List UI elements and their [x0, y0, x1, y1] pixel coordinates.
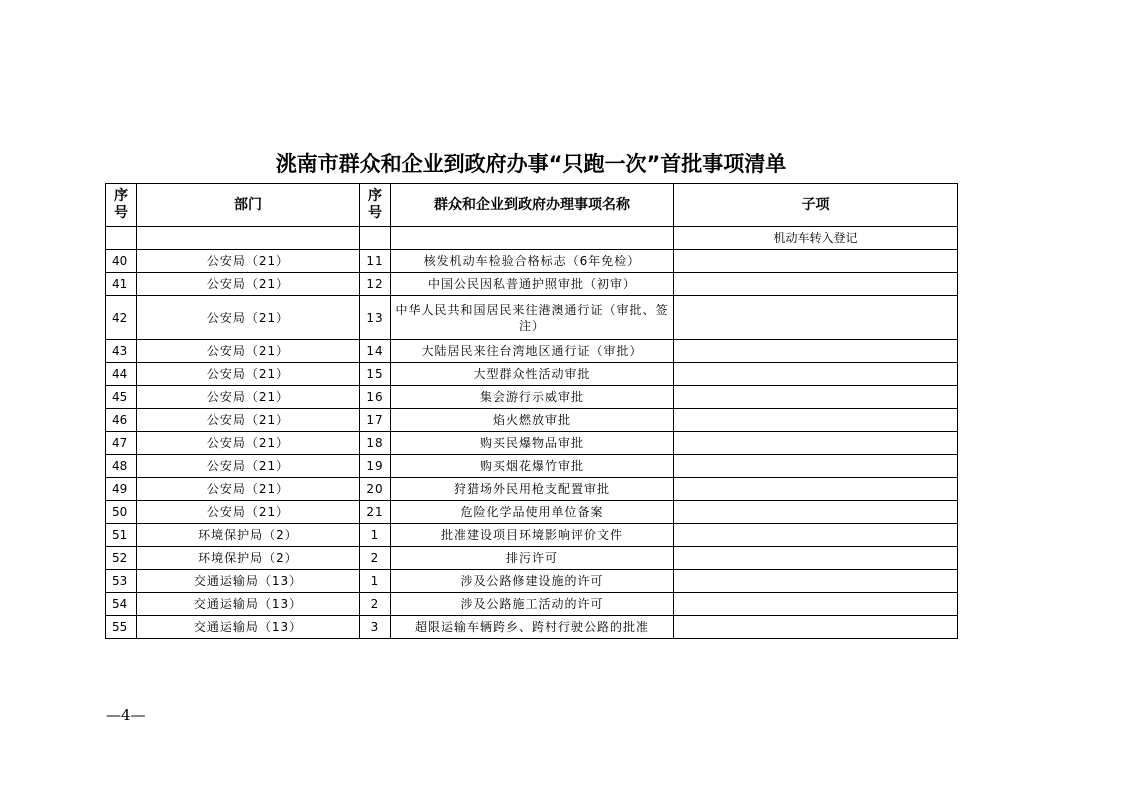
cell-department: 交通运输局（13）: [137, 616, 360, 639]
cell-seq: 43: [106, 340, 137, 363]
cell-sub-item: [674, 478, 958, 501]
table-row: [106, 296, 958, 340]
cell-sub-seq: [360, 227, 391, 250]
table-row: [106, 250, 958, 273]
table-body: [106, 227, 958, 639]
table-row: [106, 478, 958, 501]
cell-department: 公安局（21）: [137, 478, 360, 501]
header-sub-seq: [360, 184, 391, 227]
cell-sub-item: [674, 409, 958, 432]
cell-department: 环境保护局（2）: [137, 547, 360, 570]
cell-department: 交通运输局（13）: [137, 570, 360, 593]
cell-sub-item: [674, 340, 958, 363]
table-row: [106, 547, 958, 570]
cell-sub-item: [674, 570, 958, 593]
cell-department: 公安局（21）: [137, 432, 360, 455]
cell-department: 公安局（21）: [137, 273, 360, 296]
cell-sub-item: [674, 363, 958, 386]
cell-sub-seq: 17: [360, 409, 391, 432]
table-row: [106, 501, 958, 524]
cell-item-name: 超限运输车辆跨乡、跨村行驶公路的批准: [391, 616, 674, 639]
header-department: 部门: [137, 184, 360, 227]
cell-department: [137, 227, 360, 250]
cell-seq: 49: [106, 478, 137, 501]
cell-item-name: 批准建设项目环境影响评价文件: [391, 524, 674, 547]
cell-department: 交通运输局（13）: [137, 593, 360, 616]
page-number: —4—: [106, 706, 146, 724]
cell-seq: 40: [106, 250, 137, 273]
cell-sub-item: [674, 296, 958, 340]
cell-seq: 53: [106, 570, 137, 593]
cell-department: 环境保护局（2）: [137, 524, 360, 547]
header-seq-line1: 序: [114, 188, 128, 204]
cell-sub-item: [674, 250, 958, 273]
cell-item-name: 危险化学品使用单位备案: [391, 501, 674, 524]
cell-sub-item: [674, 593, 958, 616]
cell-sub-item: [674, 273, 958, 296]
cell-department: 公安局（21）: [137, 296, 360, 340]
cell-item-name: 排污许可: [391, 547, 674, 570]
header-seq-line2: 号: [114, 205, 128, 221]
cell-seq: [106, 227, 137, 250]
cell-item-name: 涉及公路修建设施的许可: [391, 570, 674, 593]
cell-item-name: 狩猎场外民用枪支配置审批: [391, 478, 674, 501]
header-seq: [106, 184, 137, 227]
cell-sub-item: [674, 501, 958, 524]
cell-department: 公安局（21）: [137, 340, 360, 363]
cell-sub-seq: 3: [360, 616, 391, 639]
table-row: [106, 455, 958, 478]
table-row: [106, 593, 958, 616]
cell-seq: 55: [106, 616, 137, 639]
table-row: [106, 386, 958, 409]
table-row: [106, 432, 958, 455]
cell-seq: 51: [106, 524, 137, 547]
cell-department: 公安局（21）: [137, 386, 360, 409]
cell-sub-item: 机动车转入登记: [674, 227, 958, 250]
cell-sub-seq: 1: [360, 570, 391, 593]
table-row: [106, 570, 958, 593]
cell-seq: 48: [106, 455, 137, 478]
table-row: [106, 616, 958, 639]
cell-sub-seq: 20: [360, 478, 391, 501]
cell-sub-item: [674, 547, 958, 570]
cell-item-name: 中华人民共和国居民来往港澳通行证（审批、签注）: [391, 296, 674, 340]
document-title: 洮南市群众和企业到政府办事“只跑一次”首批事项清单: [275, 152, 787, 176]
cell-item-name: 大型群众性活动审批: [391, 363, 674, 386]
table-header-row: [106, 184, 958, 227]
table-row: [106, 524, 958, 547]
cell-sub-seq: 11: [360, 250, 391, 273]
cell-item-name: 中国公民因私普通护照审批（初审）: [391, 273, 674, 296]
cell-seq: 45: [106, 386, 137, 409]
cell-seq: 47: [106, 432, 137, 455]
cell-sub-seq: 19: [360, 455, 391, 478]
cell-item-name: 购买民爆物品审批: [391, 432, 674, 455]
header-sub-seq-line1: 序: [368, 188, 382, 204]
cell-department: 公安局（21）: [137, 363, 360, 386]
cell-sub-seq: 15: [360, 363, 391, 386]
items-table: [105, 183, 958, 639]
table-row: [106, 340, 958, 363]
cell-sub-item: [674, 455, 958, 478]
cell-seq: 42: [106, 296, 137, 340]
cell-department: 公安局（21）: [137, 501, 360, 524]
cell-department: 公安局（21）: [137, 409, 360, 432]
header-sub-item: 子项: [674, 184, 958, 227]
cell-seq: 41: [106, 273, 137, 296]
header-sub-seq-line2: 号: [368, 205, 382, 221]
cell-sub-seq: 21: [360, 501, 391, 524]
cell-sub-item: [674, 432, 958, 455]
cell-department: 公安局（21）: [137, 250, 360, 273]
cell-item-name: 大陆居民来往台湾地区通行证（审批）: [391, 340, 674, 363]
cell-item-name: 核发机动车检验合格标志（6年免检）: [391, 250, 674, 273]
cell-department: 公安局（21）: [137, 455, 360, 478]
cell-item-name: 涉及公路施工活动的许可: [391, 593, 674, 616]
cell-seq: 46: [106, 409, 137, 432]
cell-sub-item: [674, 386, 958, 409]
cell-seq: 50: [106, 501, 137, 524]
cell-item-name: 集会游行示威审批: [391, 386, 674, 409]
cell-sub-seq: 12: [360, 273, 391, 296]
cell-sub-seq: 13: [360, 296, 391, 340]
cell-sub-seq: 14: [360, 340, 391, 363]
cell-sub-seq: 2: [360, 593, 391, 616]
cell-sub-seq: 2: [360, 547, 391, 570]
cell-sub-seq: 18: [360, 432, 391, 455]
cell-seq: 54: [106, 593, 137, 616]
cell-sub-item: [674, 524, 958, 547]
cell-item-name: 焰火燃放审批: [391, 409, 674, 432]
table-row-continuation: [106, 227, 958, 250]
cell-seq: 44: [106, 363, 137, 386]
cell-sub-item: [674, 616, 958, 639]
cell-item-name: [391, 227, 674, 250]
cell-seq: 52: [106, 547, 137, 570]
table-row: [106, 363, 958, 386]
table-row: [106, 273, 958, 296]
table-row: [106, 409, 958, 432]
cell-sub-seq: 16: [360, 386, 391, 409]
cell-item-name: 购买烟花爆竹审批: [391, 455, 674, 478]
header-item-name: 群众和企业到政府办理事项名称: [391, 184, 674, 227]
cell-sub-seq: 1: [360, 524, 391, 547]
